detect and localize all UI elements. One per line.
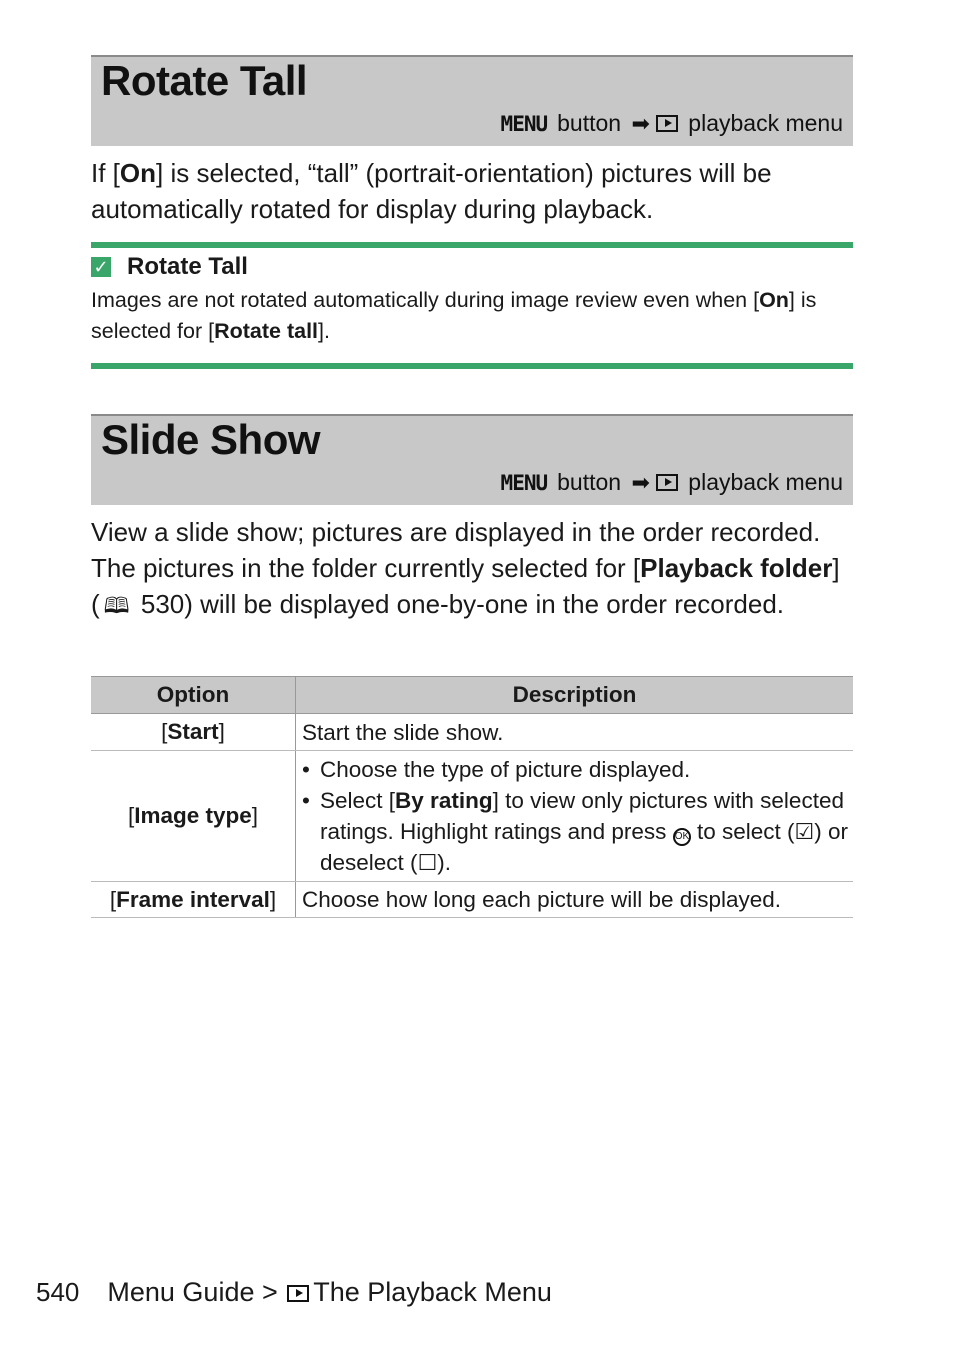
option-cell: [Start] [91,714,296,751]
checked-box-icon: ☑ [794,819,815,844]
rotate-tall-description: If [On] is selected, “tall” (portrait-orientation) pictures will be automatically rotated for display during playback. [91,158,772,224]
header-description: Description [296,677,854,714]
page-reference[interactable]: 530 [140,589,185,619]
check-icon: ✓ [91,257,111,277]
book-icon: 🕮 [103,593,130,618]
note-top-rule [91,242,853,248]
description-cell: Start the slide show. [296,714,854,751]
breadcrumb-menu[interactable]: The Playback Menu [313,1277,552,1307]
slide-show-description: View a slide show; pictures are displayed in the order recorded. The pictures in the folder currently selected for [Playback folder] ( 🕮 530) will be displayed one-by-one in the order recorded. [91,517,840,619]
unchecked-box-icon: ☐ [417,850,438,875]
button-label: button [557,469,622,495]
page-footer [36,1274,552,1310]
breadcrumb-guide[interactable]: Menu Guide > [107,1277,278,1307]
note-bottom-rule [91,363,853,369]
menu-path [501,109,843,138]
table-row [91,882,853,918]
header-option: Option [91,677,296,714]
playback-icon [287,1285,309,1302]
section-title: Rotate Tall [101,57,308,104]
menu-button-icon: MENU [500,112,548,136]
options-table [91,676,853,918]
note-title: ✓ Rotate Tall [91,252,248,282]
menu-path [501,468,843,497]
option-cell: [Image type] [91,751,296,882]
note-text: Images are not rotated automatically during image review even when [On] is selected for [Rotate tall]. [91,288,817,343]
description-cell: Choose how long each picture will be displayed. [296,882,854,918]
option-cell: [Frame interval] [91,882,296,918]
section-title: Slide Show [101,416,321,463]
arrow-right-icon: ➡ [631,111,650,136]
playback-icon [656,115,678,132]
menu-name: playback menu [688,110,843,136]
page-number: 540 [36,1277,80,1307]
bullet-item: • Select [By rating] to view only pictures with selected ratings. Highlight ratings and press OK to select (☑) or deselect (☐). [302,785,853,878]
table-row [91,714,853,751]
playback-icon [656,474,678,491]
section-header-rotate-tall [91,55,853,146]
ok-button-icon: OK [673,828,691,846]
menu-button-icon: MENU [500,471,548,495]
description-cell [296,751,854,882]
button-label: button [557,110,622,136]
arrow-right-icon: ➡ [631,470,650,495]
table-row [91,751,853,882]
section-header-slide-show [91,414,853,505]
menu-name: playback menu [688,469,843,495]
table-header-row [91,677,853,714]
bullet-item: • Choose the type of picture displayed. [302,754,853,785]
